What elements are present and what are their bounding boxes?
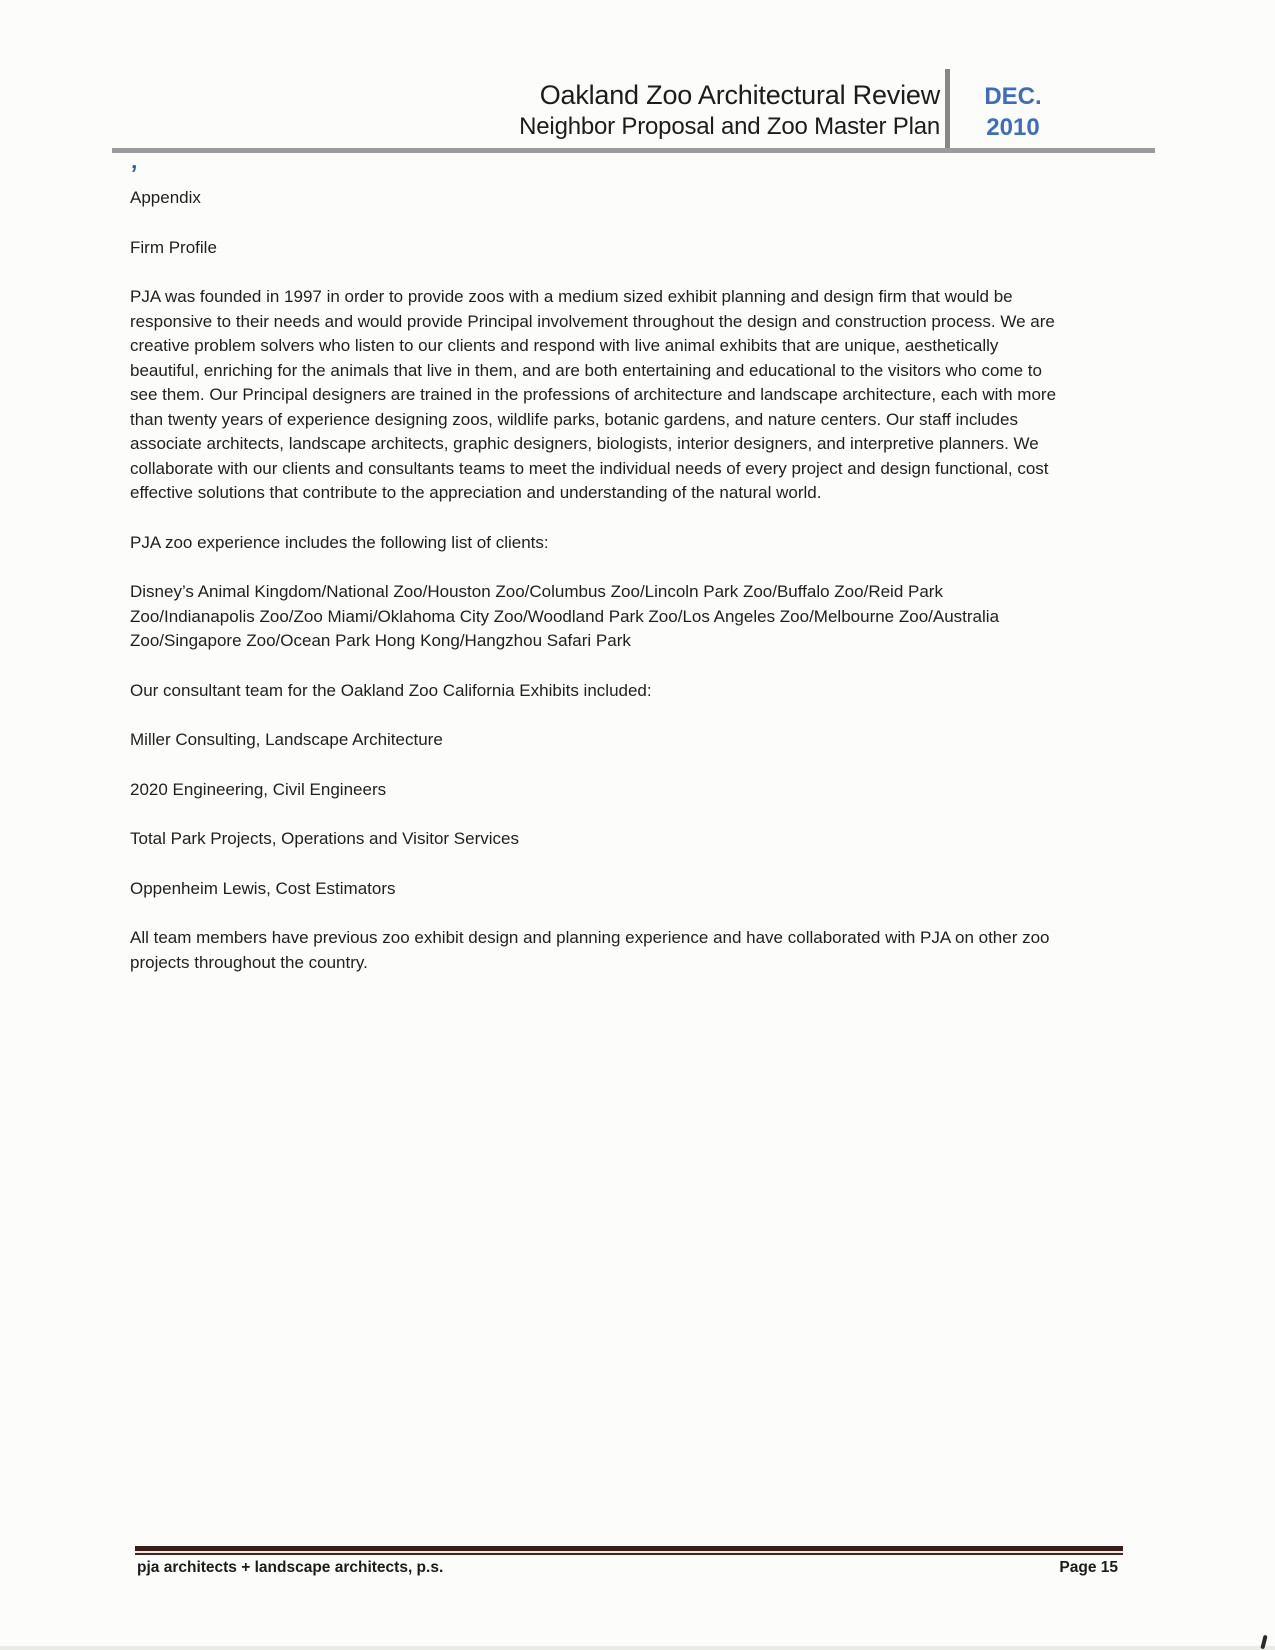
section-heading: Appendix (130, 188, 201, 207)
footer-firm-name: pja architects + landscape architects, p.s. (137, 1559, 444, 1576)
consultant-line: Oppenheim Lewis, Cost Estimators (130, 878, 396, 898)
consultant-intro: Our consultant team for the Oakland Zoo California Exhibits included: (130, 680, 652, 700)
consultant-line: Total Park Projects, Operations and Visitor Services (130, 829, 519, 848)
header-date (957, 81, 1069, 143)
footer (137, 1559, 1118, 1577)
consultant-line: Miller Consulting, Landscape Architecture (130, 730, 443, 749)
consultant-line: 2020 Engineering, Civil Engineers (130, 779, 387, 799)
header-date-year: 2010 (986, 114, 1040, 141)
firm-profile-paragraph: PJA was founded in 1997 in order to provide zoos with a medium sized exhibit planning and design firm that would be responsive to their needs and would provide Principal involvement throughout the design and construction process. We are creative problem solvers who listen to our clients and respond with live animal exhibits that are unique, aesthetically beautiful, enriching for the animals that live in them, and are both entertaining and educational to the visitors who come to see them. Our Principal designers are trained in the professions of architecture and landscape architecture, each with more than twenty years of experience designing zoos, wildlife parks, botanic gardens, and nature centers. Our staff includes associate architects, landscape architects, graphic designers, biologists, interior designers, and interpretive planners. We collaborate with our clients and consultants teams to meet the individual needs of every project and design functional, cost effective solutions that contribute to the appreciation and understanding of the natural world. (130, 287, 1057, 502)
document-title-line2: Neighbor Proposal and Zoo Master Plan (519, 113, 940, 140)
subsection-heading: Firm Profile (130, 237, 217, 257)
clients-intro: PJA zoo experience includes the following list of clients: (130, 532, 549, 552)
document-header (360, 79, 940, 142)
header-vertical-divider (945, 69, 950, 149)
footer-page-number: Page 15 (1059, 1559, 1118, 1576)
header-date-month: DEC. (984, 83, 1042, 110)
document-body (128, 160, 1058, 1000)
blue-pen-mark: ’ (128, 160, 139, 188)
footer-rule-thin (135, 1553, 1123, 1555)
header-horizontal-rule (112, 148, 1155, 153)
scan-bottom-edge (0, 1646, 1275, 1650)
document-title-line1: Oakland Zoo Architectural Review (539, 80, 940, 110)
footer-rule (135, 1546, 1123, 1555)
closing-paragraph: All team members have previous zoo exhibit design and planning experience and have collaborated with PJA on other zoo projects throughout the country. (130, 928, 1050, 972)
clients-list: Disney’s Animal Kingdom/National Zoo/Houston Zoo/Columbus Zoo/Lincoln Park Zoo/Buffalo Zoo/Reid Park Zoo/Indianapolis Zoo/Zoo Miami/Oklahoma City Zoo/Woodland Park Zoo/Los Angeles Zoo/Melbourne Zoo/Australia Zoo/Singapore Zoo/Ocean Park Hong Kong/Hangzhou Safari Park (130, 582, 1000, 650)
